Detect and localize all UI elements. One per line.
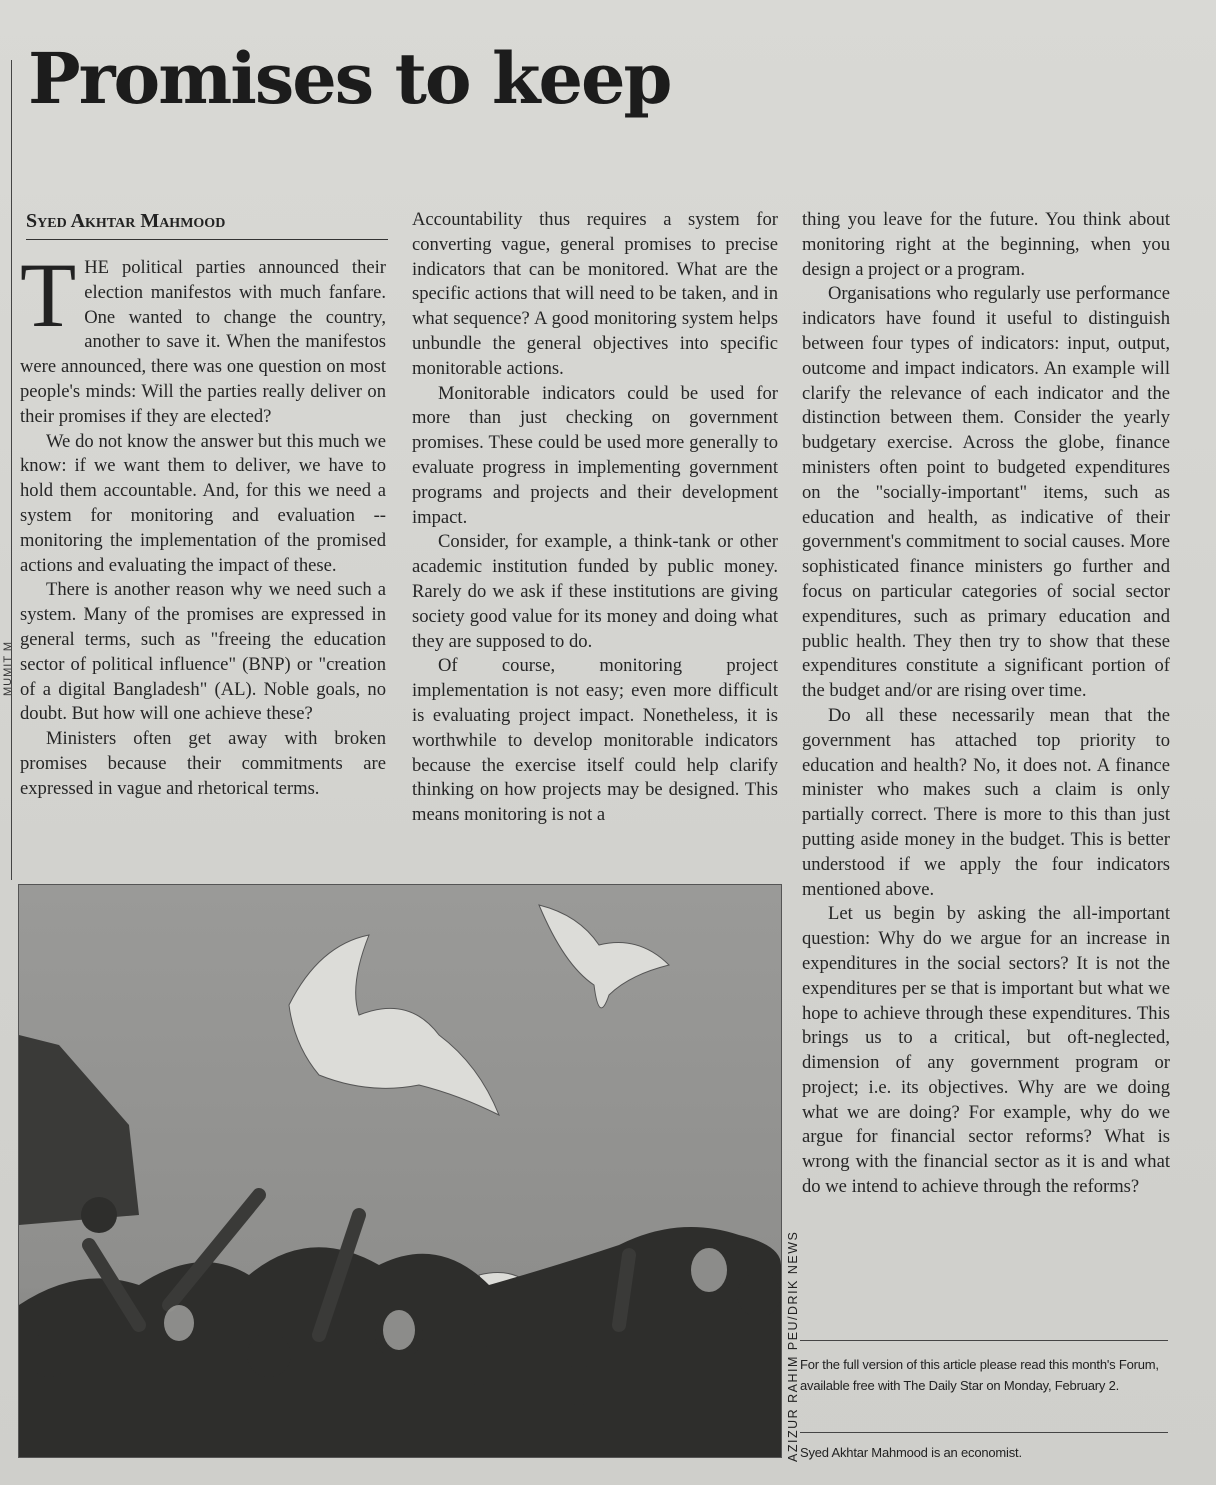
news-photo <box>18 884 782 1458</box>
article-column-3 <box>802 208 1170 1200</box>
article-column-1 <box>20 244 386 802</box>
paragraph: Monitorable indicators could be used for more than just checking on government promises. These could be used more generally to evaluate progress in implementing government programs and projects and their development impact. <box>412 382 778 528</box>
article-column-2 <box>412 208 778 828</box>
headline: Promises to keep <box>28 37 671 120</box>
drop-cap: T <box>20 244 77 346</box>
photo-illustration <box>19 885 781 1457</box>
divider <box>800 1432 1168 1433</box>
paragraph: Do all these necessarily mean that the government has attached top priority to education and health? No, it does not. A finance minister who makes such a claim is only partially correct. There is more to this than just putting aside money in the budget. This is better understood if we apply the four indicators mentioned above. <box>802 704 1170 900</box>
paragraph: Organisations who regularly use performance indicators have found it useful to distinguish between four types of indicators: input, output, outcome and impact indicators. An example will clarify the relevance of each indicator and the distinction between them. Consider the yearly budgetary exercise. Across the globe, finance ministers often point to budgeted expenditures on the "socially-important" items, such as education and health, as indicative of their government's commitment to social causes. More sophisticated finance ministers go further and focus on particular categories of social sector expenditures, such as primary education and public health. They then try to show that these expenditures constitute a significant portion of the budget and/or are rising over time. <box>802 283 1170 702</box>
paragraph: We do not know the answer but this much we know: if we want them to deliver, we have to hold them accountable. And, for this we need a system for monitoring and evaluation -- monitoring the implementation of the promised actions and evaluating the impact of these. <box>20 430 386 576</box>
paragraph: THE political parties announced their election manifestos with much fanfare. One wanted to change the country, another to save it. When the manifestos were announced, there was one question on most people's minds: Will the parties really deliver on their promises if they are elected? <box>20 244 386 427</box>
paragraph: thing you leave for the future. You think about monitoring right at the beginning, when you design a project or a program. <box>802 209 1170 280</box>
paragraph: Ministers often get away with broken promises because their commitments are expressed in vague and rhetorical terms. <box>20 728 386 799</box>
photo-credit: AZIZUR RAHIM PEU/DRIK NEWS <box>786 1230 800 1462</box>
column-rule <box>11 60 12 880</box>
paragraph: Consider, for example, a think-tank or other academic institution funded by public money. Rarely do we ask if these institutions are giving society good value for its money and doing what they are supposed to do. <box>412 531 778 652</box>
paragraph: Accountability thus requires a system for converting vague, general promises to precise indicators that can be monitored. What are the specific actions that will need to be taken, and in what sequence? A good monitoring system helps unbundle the general objectives into specific monitorable actions. <box>412 209 778 379</box>
byline: Syed Akhtar Mahmood <box>26 210 388 240</box>
side-credit: MUMIT M <box>2 640 14 696</box>
author-bio: Syed Akhtar Mahmood is an economist. <box>800 1445 1022 1460</box>
divider <box>800 1340 1168 1341</box>
paragraph: Of course, monitoring project implementation is not easy; even more difficult is evaluating project impact. Nonetheless, it is worthwhile to develop monitorable indicators because the exercise itself could help clarify thinking on how projects may be designed. This means monitoring is not a <box>412 655 778 826</box>
paragraph: Let us begin by asking the all-important question: Why do we argue for an increase in expenditures in the social sectors? It is not the expenditures per se that is important but what we hope to achieve through these expenditures. This brings us to a critical, but oft-neglected, dimension of any government program or project; i.e. its objectives. Why are we doing what we are doing? For example, why do we argue for financial sector reforms? What is wrong with the financial sector as it is and what do we intend to achieve through the reforms? <box>802 903 1170 1198</box>
paragraph: There is another reason why we need such a system. Many of the promises are expressed in general terms, such as "freeing the education sector of political influence" (BNP) or "creation of a digital Bangladesh" (AL). Noble goals, no doubt. But how will one achieve these? <box>20 579 386 725</box>
footnote: For the full version of this article please read this month's Forum, available free with The Daily Star on Monday, February 2. <box>800 1357 1159 1393</box>
